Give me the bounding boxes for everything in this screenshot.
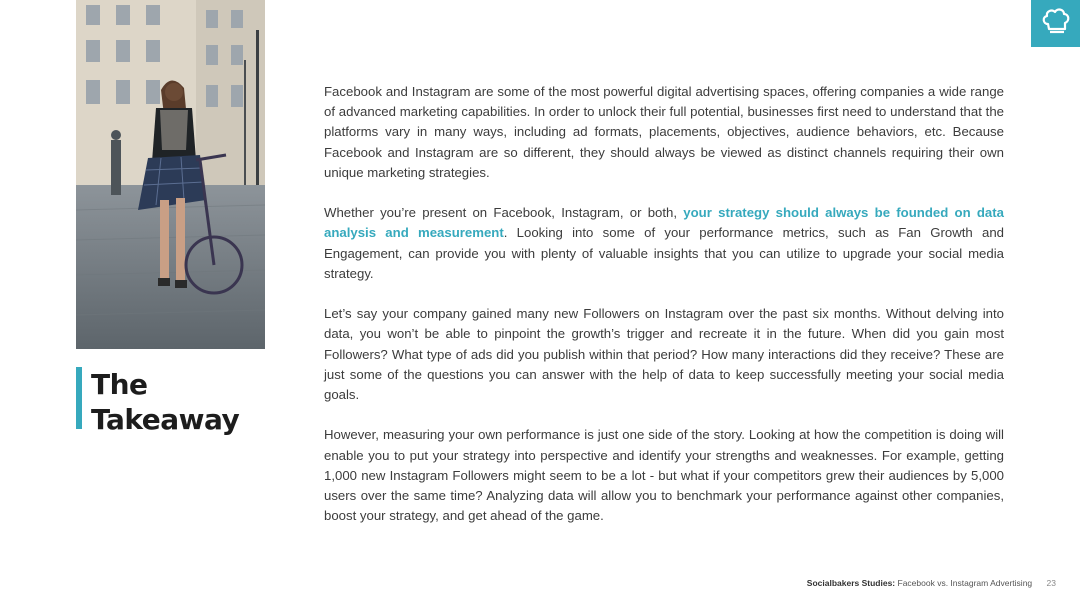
paragraph-4: However, measuring your own performance is just one side of the story. Looking at how the competition is doing will enable you to put your strategy into perspective and identify your strengths and weaknesses. For example, getting 1,000 new Instagram Followers might seem to be a lot - but what if your competitors grew their audiences by 5,000 users over the same time? Analyzing data will allow you to benchmark your performance against other companies, boost your strategy, and get ahead of the game. [324,427,1004,524]
footer-title: Facebook vs. Instagram Advertising [897,578,1033,588]
page-heading [76,367,240,436]
hero-photo [76,0,265,349]
paragraph-2-start: Whether you’re present on Facebook, Instagram, or both, [324,205,684,221]
body-text [324,82,1004,547]
paragraph-2 [324,203,1004,284]
footer-brand: Socialbakers Studies: [806,578,896,588]
brand-logo [1031,0,1080,47]
heading-line-1: The [91,368,148,401]
page-number: 23 [1046,578,1056,588]
paragraph-3: Let’s say your company gained many new Followers on Instagram over the past six months. Without delving into data, you won’t be able to pinpoint the growth’s trigger and recreate it in the future. When did you gain most Followers? What type of ads did you publish within that period? How many interactions did they receive? These are just some of the questions you can answer with the help of data to keep successfully meeting your social media goals. [324,306,1004,403]
paragraph-1: Facebook and Instagram are some of the most powerful digital advertising spaces, offering companies a wide range of advanced marketing capabilities. In order to unlock their full potential, businesses first need to understand that the platforms vary in many ways, including ad formats, placements, objectives, audience behaviors, etc. Because Facebook and Instagram are so different, they should always be viewed as distinct channels requiring their own unique marketing strategies. [324,84,1004,180]
heading-line-2: Takeaway [91,403,240,436]
highlighted-phrase: your strategy should always be founded on data analysis and measurement [324,205,1004,241]
page-footer [807,578,1056,588]
chef-hat-icon [1041,7,1071,40]
paragraph-2-end: . Looking into some of your performance metrics, such as Fan Growth and Engagement, can provide you with plenty of valuable insights that you can utilize to upgrade your social media strategy. [324,225,1004,281]
